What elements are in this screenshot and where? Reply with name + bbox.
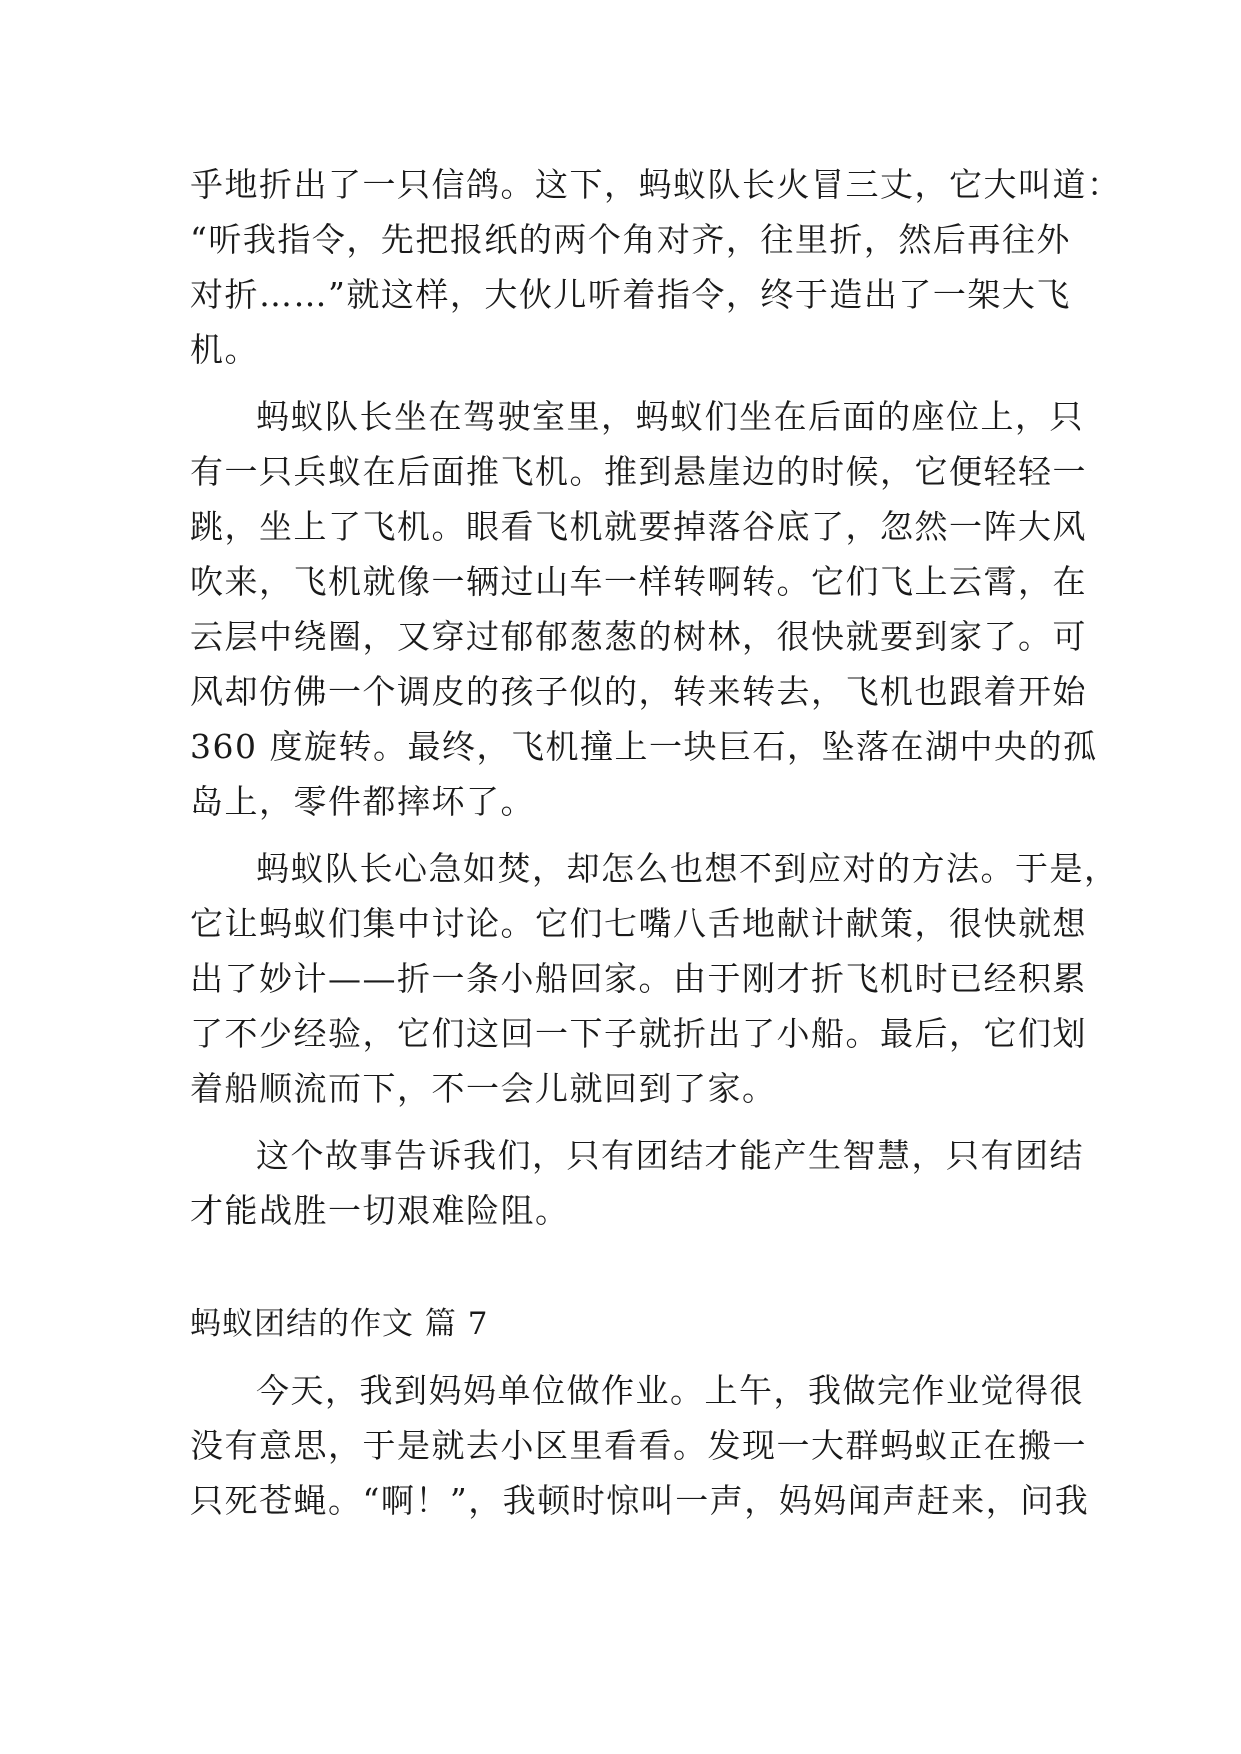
text-line: 跳，坐上了飞机。眼看飞机就要掉落谷底了，忽然一阵大风 xyxy=(190,507,1087,546)
text-line: 风却仿佛一个调皮的孩子似的，转来转去，飞机也跟着开始 xyxy=(190,672,1087,711)
text-line: 只死苍蝇。“啊！”，我顿时惊叫一声，妈妈闻声赶来，问我 xyxy=(190,1481,1090,1520)
section-heading: 蚂蚁团结的作文 篇 7 xyxy=(190,1306,489,1342)
text-line: 它让蚂蚁们集中讨论。它们七嘴八舌地献计献策，很快就想 xyxy=(190,904,1087,943)
text-line: 了不少经验，它们这回一下子就折出了小船。最后，它们划 xyxy=(190,1014,1087,1053)
text-line: “听我指令，先把报纸的两个角对齐，往里折，然后再往外 xyxy=(190,220,1071,259)
text-line: 蚂蚁队长坐在驾驶室里，蚂蚁们坐在后面的座位上，只 xyxy=(256,397,1084,436)
text-line: 着船顺流而下，不一会儿就回到了家。 xyxy=(190,1069,777,1108)
text-line: 这个故事告诉我们，只有团结才能产生智慧，只有团结 xyxy=(256,1136,1084,1175)
text-line: 今天，我到妈妈单位做作业。上午，我做完作业觉得很 xyxy=(256,1371,1084,1410)
text-line: 乎地折出了一只信鸽。这下，蚂蚁队长火冒三丈，它大叫道： xyxy=(190,165,1122,204)
text-line: 出了妙计——折一条小船回家。由于刚才折飞机时已经积累 xyxy=(190,959,1087,998)
text-line: 岛上，零件都摔坏了。 xyxy=(190,782,535,821)
text-line: 才能战胜一切艰难险阻。 xyxy=(190,1191,570,1230)
text-line: 云层中绕圈，又穿过郁郁葱葱的树林，很快就要到家了。可 xyxy=(190,617,1087,656)
text-line: 对折……”就这样，大伙儿听着指令，终于造出了一架大飞 xyxy=(190,275,1071,314)
text-line: 吹来，飞机就像一辆过山车一样转啊转。它们飞上云霄，在 xyxy=(190,562,1087,601)
text-line: 没有意思，于是就去小区里看看。发现一大群蚂蚁正在搬一 xyxy=(190,1426,1087,1465)
text-line: 360 度旋转。最终，飞机撞上一块巨石，坠落在湖中央的孤 xyxy=(190,727,1098,766)
text-line: 蚂蚁队长心急如焚，却怎么也想不到应对的方法。于是， xyxy=(256,849,1119,888)
text-line: 有一只兵蚁在后面推飞机。推到悬崖边的时候，它便轻轻一 xyxy=(190,452,1087,491)
text-line: 机。 xyxy=(190,330,259,369)
